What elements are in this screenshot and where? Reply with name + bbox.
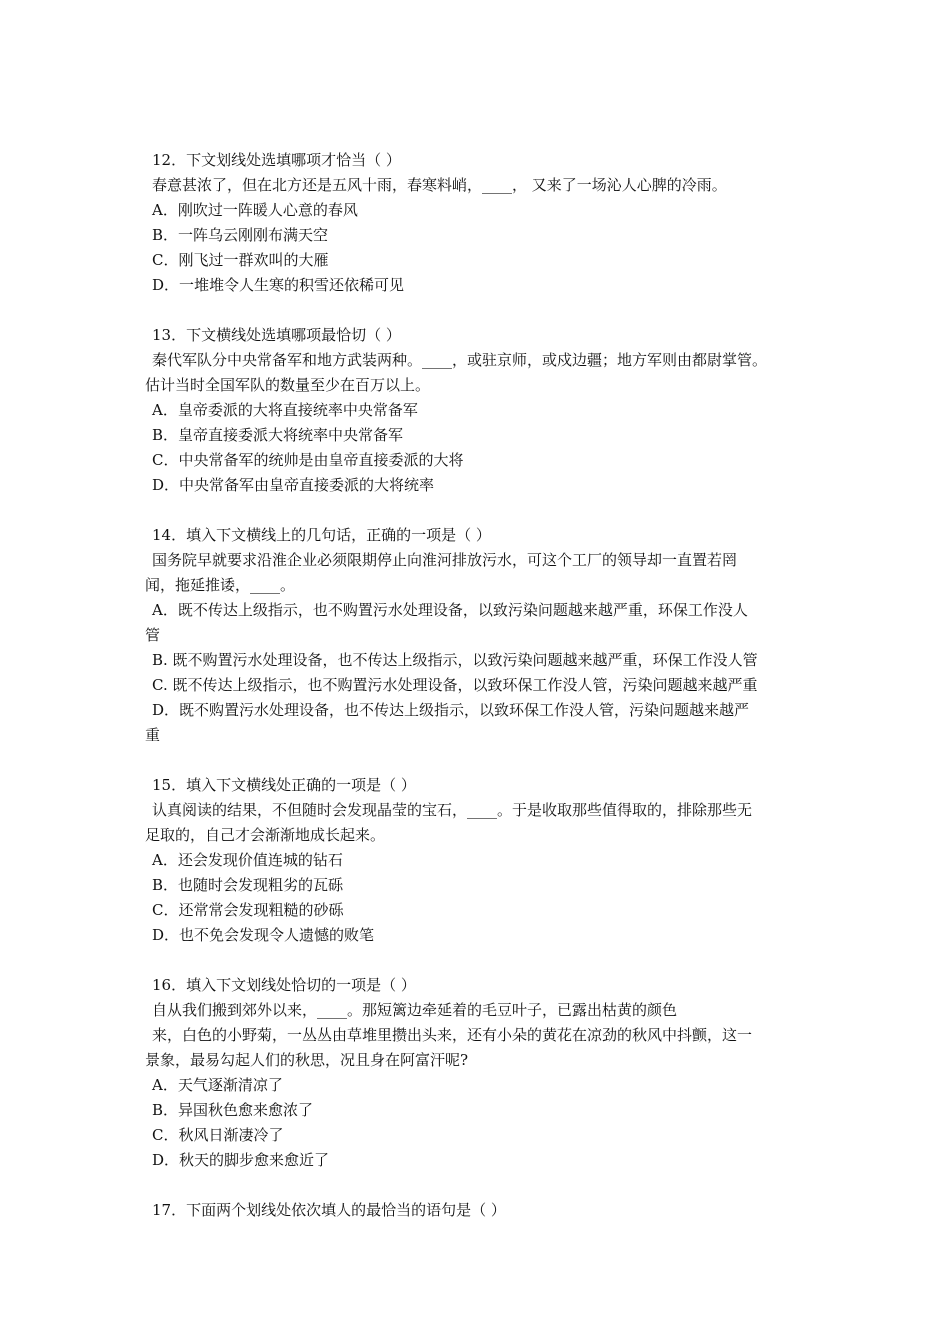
question-16-passage-cont-1: 来，白色的小野菊，一丛丛由草堆里攒出头来，还有小朵的黄花在凉劲的秋风中抖颤，这一	[152, 1026, 753, 1044]
question-13-option-b: B．皇帝直接委派大将统率中央常备军	[152, 426, 404, 444]
question-17	[145, 1198, 810, 1223]
question-14-option-b: B. 既不购置污水处理设备，也不传达上级指示，以致污染问题越来越严重，环保工作没人管	[152, 651, 758, 669]
question-15-passage-cont: 足取的，自己才会渐渐地成长起来。	[145, 826, 386, 844]
question-14-stem: 14．填入下文横线上的几句话，正确的一项是（ ）	[152, 526, 491, 544]
question-16-option-b: B．异国秋色愈来愈浓了	[152, 1101, 314, 1119]
question-13-stem: 13．下文横线处选填哪项最恰切（ ）	[152, 326, 401, 344]
question-16-option-a: A．天气逐渐清凉了	[152, 1076, 283, 1094]
question-14-passage: 国务院早就要求沿淮企业必须限期停止向淮河排放污水，可这个工厂的领导却一直置若罔	[152, 551, 738, 569]
spacer	[145, 298, 810, 323]
question-14-passage-cont: 闻，拖延推诿，____。	[145, 576, 296, 594]
spacer	[145, 498, 810, 523]
question-15-passage: 认真阅读的结果，不但随时会发现晶莹的宝石，____。于是收取那些值得取的，排除那些无	[152, 801, 753, 819]
question-12-option-b: B．一阵乌云刚刚布满天空	[152, 226, 329, 244]
question-15-option-a: A．还会发现价值连城的钻石	[152, 851, 343, 869]
question-16-option-d: D．秋天的脚步愈来愈近了	[152, 1151, 330, 1169]
spacer	[145, 748, 810, 773]
question-13-option-d: D．中央常备军由皇帝直接委派的大将统率	[152, 476, 435, 494]
question-14-option-d-cont: 重	[145, 726, 161, 744]
question-12-option-d: D．一堆堆令人生寒的积雪还依稀可见	[152, 276, 405, 294]
question-13-option-a: A．皇帝委派的大将直接统率中央常备军	[152, 401, 418, 419]
question-13-passage: 秦代军队分中央常备军和地方武装两种。____，或驻京师，或戍边疆；地方军则由都尉掌管。	[152, 351, 768, 369]
document-page	[145, 148, 810, 1223]
question-15-stem: 15．填入下文横线处正确的一项是（ ）	[152, 776, 416, 794]
question-14-option-d: D．既不购置污水处理设备，也不传达上级指示，以致环保工作没人管，污染问题越来越严	[152, 701, 750, 719]
question-16	[145, 973, 810, 1173]
question-15-option-d: D．也不免会发现令人遗憾的败笔	[152, 926, 375, 944]
question-15-option-b: B．也随时会发现粗劣的瓦砾	[152, 876, 344, 894]
question-12-stem: 12．下文划线处选填哪项才恰当（ ）	[152, 151, 401, 169]
question-16-option-c: C．秋风日渐凄冷了	[152, 1126, 284, 1144]
question-16-passage-cont-2: 景象，最易勾起人们的秋思，况且身在阿富汗呢?	[145, 1051, 469, 1069]
question-14-option-c: C. 既不传达上级指示，也不购置污水处理设备，以致环保工作没人管，污染问题越来越严重	[152, 676, 758, 694]
question-12-option-a: A．刚吹过一阵暖人心意的春风	[152, 201, 358, 219]
question-12-option-c: C．刚飞过一群欢叫的大雁	[152, 251, 329, 269]
question-13	[145, 323, 810, 498]
question-13-option-c: C．中央常备军的统帅是由皇帝直接委派的大将	[152, 451, 464, 469]
question-14-option-a: A．既不传达上级指示，也不购置污水处理设备，以致污染问题越来越严重，环保工作没人	[152, 601, 748, 619]
question-15	[145, 773, 810, 948]
question-12	[145, 148, 810, 298]
question-16-stem: 16．填入下文划线处恰切的一项是（ ）	[152, 976, 416, 994]
question-16-passage: 自从我们搬到郊外以来，____。那短篱边牵延着的毛豆叶子，已露出枯黄的颜色	[152, 1001, 678, 1019]
question-14	[145, 523, 810, 748]
spacer	[145, 1173, 810, 1198]
question-14-option-a-cont: 管	[145, 626, 161, 644]
question-13-passage-cont: 估计当时全国军队的数量至少在百万以上。	[145, 376, 431, 394]
spacer	[145, 948, 810, 973]
question-17-stem: 17．下面两个划线处依次填人的最恰当的语句是（ ）	[152, 1201, 506, 1219]
question-15-option-c: C．还常常会发现粗糙的砂砾	[152, 901, 344, 919]
question-12-passage: 春意甚浓了，但在北方还是五风十雨，春寒料峭，____， 又来了一场沁人心脾的冷雨。	[152, 176, 727, 194]
